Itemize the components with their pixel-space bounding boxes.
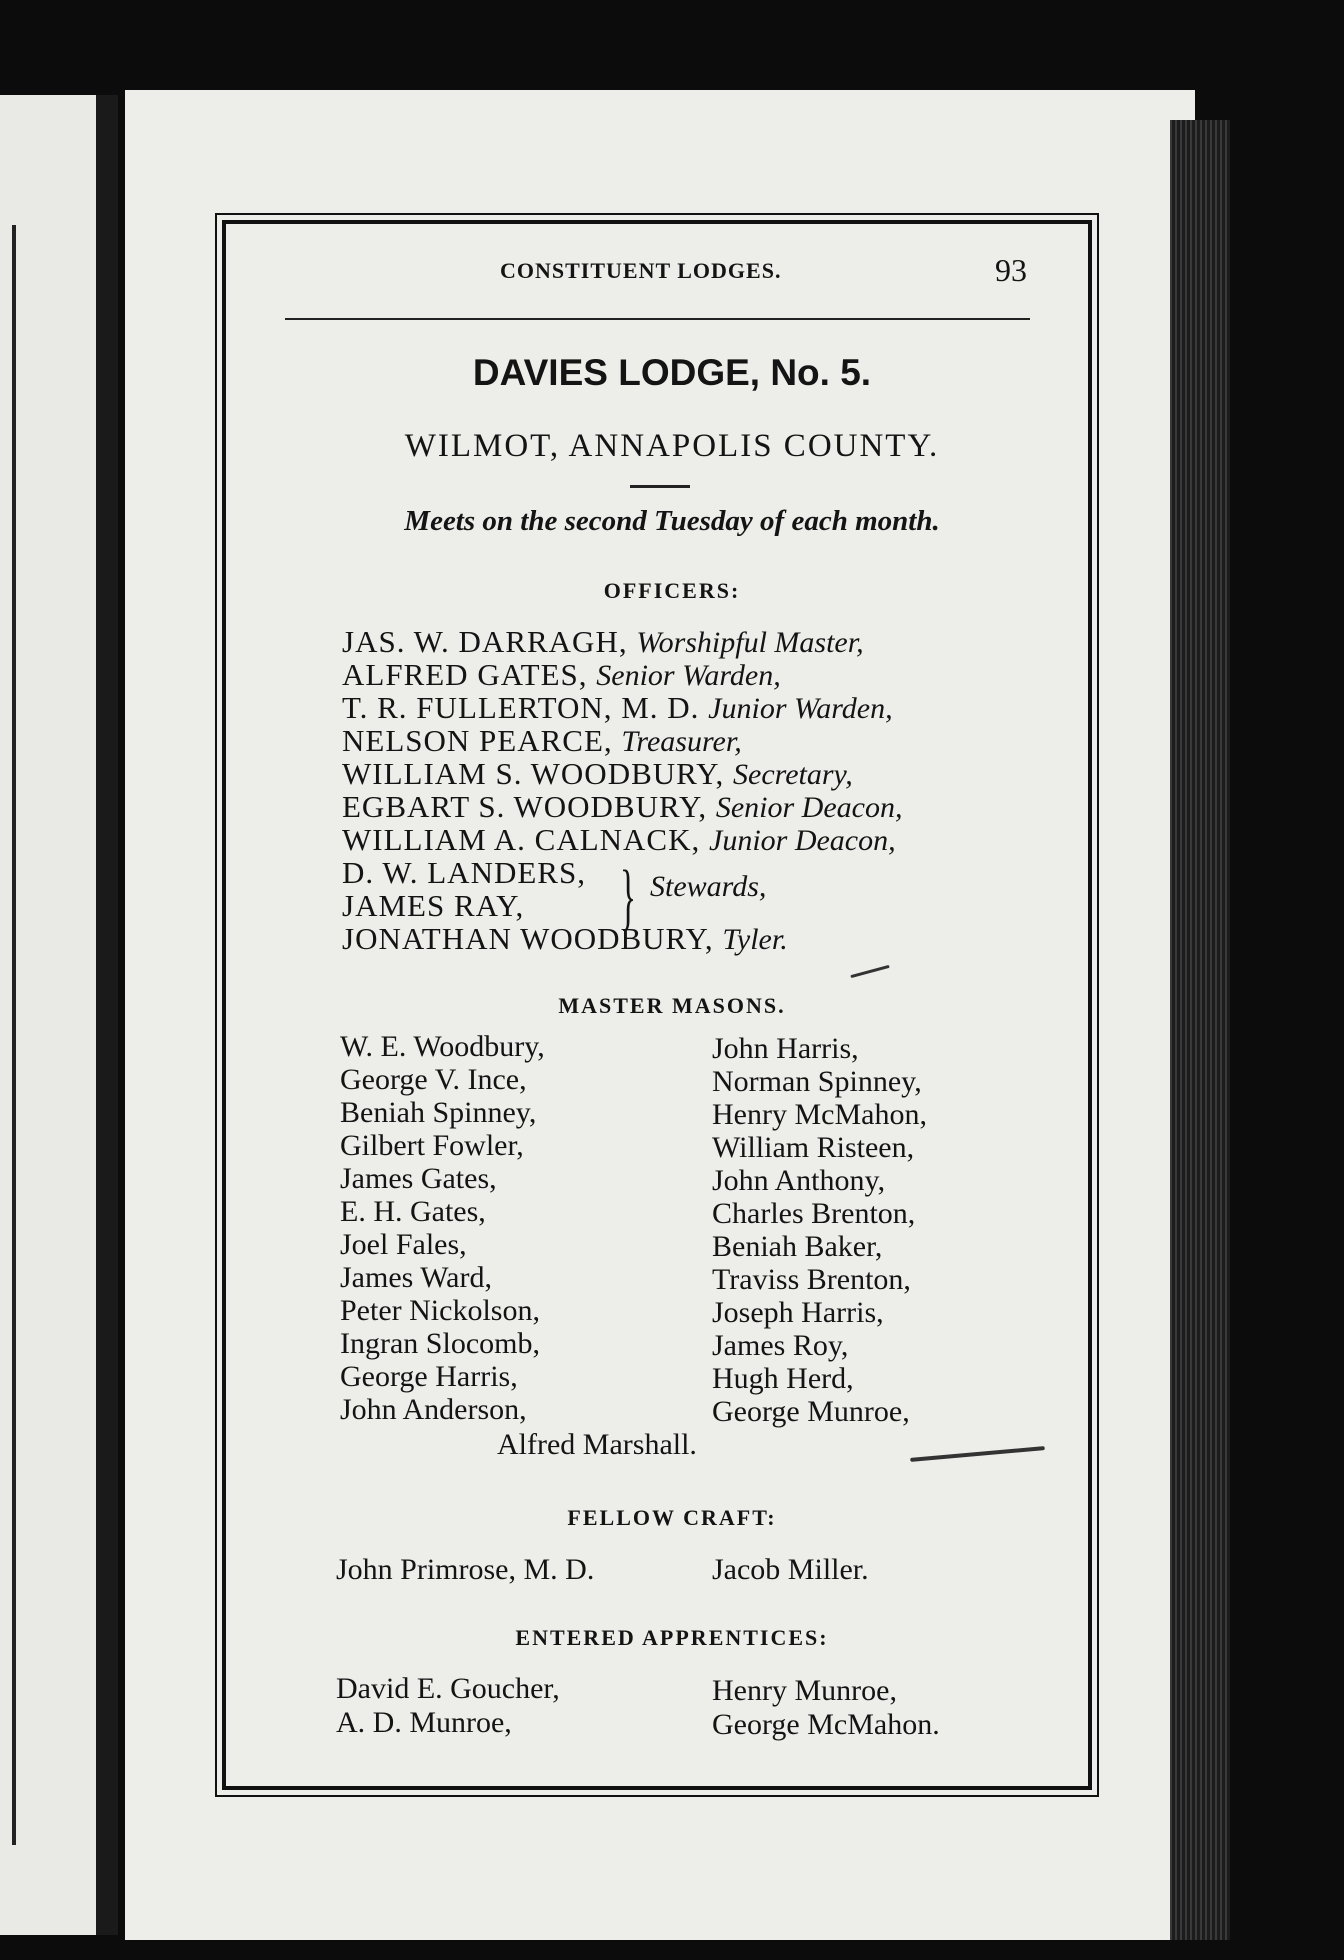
tyler-name: JONATHAN WOODBURY, — [342, 921, 714, 956]
officer-name: NELSON PEARCE, — [342, 723, 613, 758]
member-name: William Risteen, — [712, 1131, 915, 1164]
facing-page-rule — [12, 225, 16, 1845]
officer-name: WILLIAM A. CALNACK, — [342, 822, 701, 857]
member-name: John Anthony, — [712, 1164, 886, 1197]
member-name: Alfred Marshall. — [497, 1428, 697, 1461]
fellow-craft-heading: FELLOW CRAFT: — [567, 1505, 777, 1530]
lodge-name: DAVIES LODGE, No. 5. — [472, 352, 872, 393]
officer-row — [342, 723, 742, 759]
member-name: Traviss Brenton, — [712, 1263, 911, 1296]
member-name: James Ward, — [340, 1261, 492, 1294]
steward-name: D. W. LANDERS, — [342, 855, 586, 890]
member-name: Joseph Harris, — [712, 1296, 884, 1329]
divider-rule — [630, 485, 690, 488]
brace-glyph: } — [620, 856, 636, 938]
lodge-location: WILMOT, ANNAPOLIS COUNTY. — [404, 428, 940, 464]
officer-title: Worshipful Master, — [636, 626, 864, 659]
member-name: A. D. Munroe, — [336, 1706, 512, 1739]
member-name: Peter Nickolson, — [340, 1294, 540, 1327]
running-title: CONSTITUENT LODGES. — [500, 258, 782, 283]
member-name: Jacob Miller. — [712, 1553, 869, 1586]
officer-row — [342, 756, 853, 792]
officer-name: JAS. W. DARRAGH, — [342, 624, 628, 659]
member-name: Beniah Baker, — [712, 1230, 883, 1263]
officers-heading: OFFICERS: — [603, 578, 741, 603]
member-name: Beniah Spinney, — [340, 1096, 537, 1129]
entered-apprentices-heading: ENTERED APPRENTICES: — [515, 1625, 829, 1650]
officer-title: Secretary, — [733, 758, 853, 791]
officer-row — [342, 789, 902, 825]
member-name: James Roy, — [712, 1329, 849, 1362]
officer-title: Senior Warden, — [596, 659, 781, 692]
steward-name: JAMES RAY, — [342, 888, 525, 923]
officer-row — [342, 690, 893, 726]
member-name: James Gates, — [340, 1162, 497, 1195]
member-name: Norman Spinney, — [712, 1065, 922, 1098]
master-masons-left-column — [340, 1030, 545, 1426]
member-name: David E. Goucher, — [336, 1672, 560, 1705]
officer-row — [342, 624, 864, 660]
member-name: John Primrose, M. D. — [336, 1553, 595, 1586]
member-name: Hugh Herd, — [712, 1362, 854, 1395]
officer-row — [342, 921, 788, 957]
master-masons-heading: MASTER MASONS. — [558, 993, 786, 1018]
meeting-schedule: Meets on the second Tuesday of each month. — [404, 505, 940, 537]
member-name: George Munroe, — [712, 1395, 910, 1428]
member-name: George Harris, — [340, 1360, 518, 1393]
member-name: Henry McMahon, — [712, 1098, 927, 1131]
member-name: Henry Munroe, — [712, 1674, 897, 1707]
officer-title: Junior Deacon, — [709, 824, 896, 857]
member-name: George McMahon. — [712, 1708, 940, 1741]
member-name: Gilbert Fowler, — [340, 1129, 524, 1162]
member-name: John Anderson, — [340, 1393, 527, 1426]
officer-title: Treasurer, — [621, 725, 742, 758]
member-name: Charles Brenton, — [712, 1197, 916, 1230]
member-name: George V. Ince, — [340, 1063, 527, 1096]
stewards-title: Stewards, — [650, 870, 767, 903]
tyler-title: Tyler. — [722, 923, 788, 956]
member-name: E. H. Gates, — [340, 1195, 486, 1228]
officer-row — [342, 822, 896, 858]
member-name: Joel Fales, — [340, 1228, 467, 1261]
officer-name: EGBART S. WOODBURY, — [342, 789, 708, 824]
member-name: W. E. Woodbury, — [340, 1030, 545, 1063]
officer-name: T. R. FULLERTON, M. D. — [342, 690, 700, 725]
officer-name: ALFRED GATES, — [342, 657, 588, 692]
member-name: Ingran Slocomb, — [340, 1327, 540, 1360]
member-name: John Harris, — [712, 1032, 859, 1065]
master-masons-right-column — [712, 1032, 927, 1428]
page-number: 93 — [995, 252, 1027, 288]
header-rule — [285, 318, 1030, 320]
officer-title: Junior Warden, — [708, 692, 893, 725]
officer-title: Senior Deacon, — [715, 791, 903, 824]
officer-row — [342, 657, 781, 693]
officer-name: WILLIAM S. WOODBURY, — [342, 756, 725, 791]
